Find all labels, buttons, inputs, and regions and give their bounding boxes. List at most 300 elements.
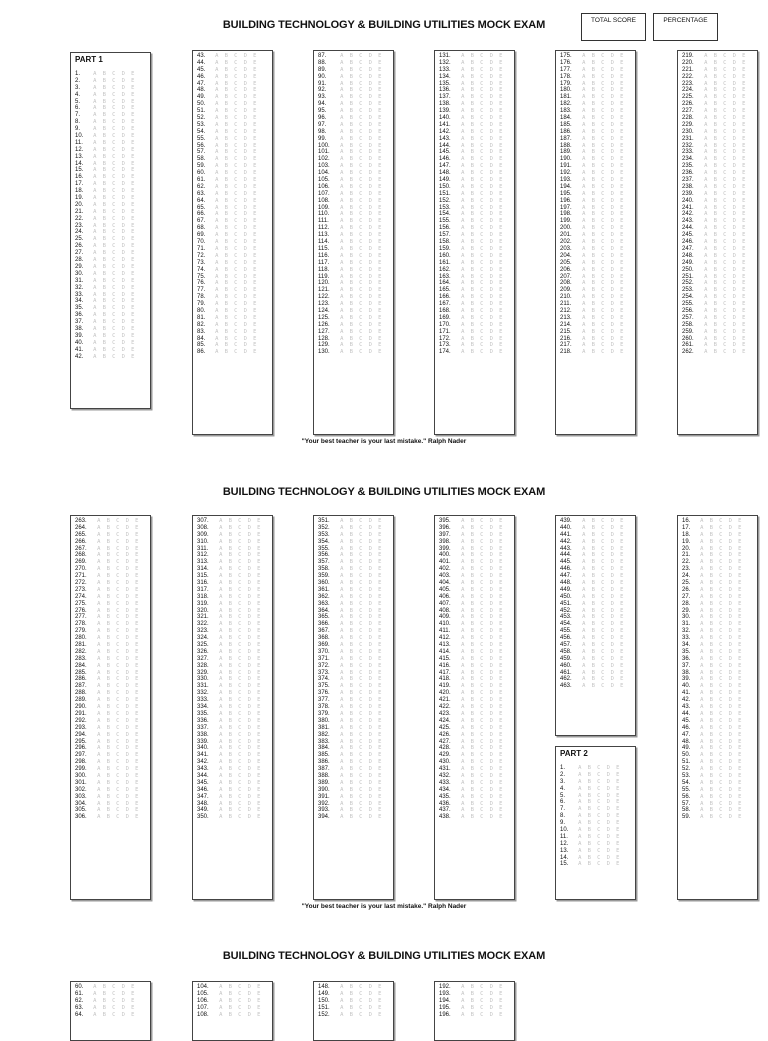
answer-bubble-d[interactable]: D <box>728 738 732 745</box>
answer-bubble-d[interactable]: D <box>247 690 251 697</box>
answer-bubble-d[interactable]: D <box>732 349 736 356</box>
answer-bubble-a[interactable]: A <box>704 135 708 142</box>
answer-bubble-a[interactable]: A <box>340 586 344 593</box>
answer-bubble-d[interactable]: D <box>606 820 610 827</box>
answer-bubble-e[interactable]: E <box>253 287 257 294</box>
answer-bubble-d[interactable]: D <box>489 669 493 676</box>
answer-bubble-b[interactable]: B <box>470 280 474 287</box>
answer-bubble-a[interactable]: A <box>578 806 582 813</box>
answer-bubble-b[interactable]: B <box>349 59 353 66</box>
answer-bubble-a[interactable]: A <box>97 759 101 766</box>
answer-bubble-c[interactable]: C <box>359 772 363 779</box>
answer-bubble-e[interactable]: E <box>620 635 624 642</box>
answer-bubble-c[interactable]: C <box>112 250 116 257</box>
answer-bubble-b[interactable]: B <box>709 635 713 642</box>
answer-bubble-a[interactable]: A <box>340 669 344 676</box>
answer-bubble-d[interactable]: D <box>489 239 493 246</box>
answer-bubble-a[interactable]: A <box>582 259 586 266</box>
answer-bubble-d[interactable]: D <box>489 586 493 593</box>
answer-bubble-d[interactable]: D <box>125 538 129 545</box>
answer-bubble-a[interactable]: A <box>219 766 223 773</box>
answer-bubble-e[interactable]: E <box>253 80 257 87</box>
answer-bubble-b[interactable]: B <box>713 307 717 314</box>
answer-bubble-c[interactable]: C <box>601 294 605 301</box>
answer-bubble-e[interactable]: E <box>499 245 503 252</box>
answer-bubble-b[interactable]: B <box>349 984 353 990</box>
answer-bubble-d[interactable]: D <box>125 518 129 524</box>
answer-bubble-a[interactable]: A <box>93 332 97 339</box>
answer-bubble-d[interactable]: D <box>368 807 372 814</box>
answer-bubble-c[interactable]: C <box>719 800 723 807</box>
answer-bubble-c[interactable]: C <box>359 115 363 122</box>
answer-bubble-b[interactable]: B <box>591 121 595 128</box>
answer-bubble-d[interactable]: D <box>368 239 372 246</box>
answer-bubble-a[interactable]: A <box>704 321 708 328</box>
answer-bubble-c[interactable]: C <box>480 607 484 614</box>
answer-bubble-b[interactable]: B <box>106 710 110 717</box>
answer-bubble-b[interactable]: B <box>713 266 717 273</box>
answer-bubble-b[interactable]: B <box>224 128 228 135</box>
answer-bubble-c[interactable]: C <box>359 349 363 356</box>
answer-bubble-b[interactable]: B <box>349 676 353 683</box>
answer-bubble-b[interactable]: B <box>349 294 353 301</box>
answer-bubble-a[interactable]: A <box>97 669 101 676</box>
answer-bubble-d[interactable]: D <box>125 559 129 566</box>
answer-bubble-b[interactable]: B <box>349 800 353 807</box>
answer-bubble-c[interactable]: C <box>359 135 363 142</box>
answer-bubble-d[interactable]: D <box>247 1011 251 1018</box>
answer-bubble-b[interactable]: B <box>713 163 717 170</box>
answer-bubble-a[interactable]: A <box>704 225 708 232</box>
answer-bubble-c[interactable]: C <box>480 108 484 115</box>
answer-bubble-c[interactable]: C <box>719 628 723 635</box>
answer-bubble-a[interactable]: A <box>704 94 708 101</box>
answer-bubble-b[interactable]: B <box>106 814 110 821</box>
answer-bubble-b[interactable]: B <box>106 786 110 793</box>
answer-bubble-e[interactable]: E <box>135 531 139 538</box>
answer-bubble-d[interactable]: D <box>247 614 251 621</box>
answer-bubble-b[interactable]: B <box>228 990 232 997</box>
answer-bubble-c[interactable]: C <box>719 766 723 773</box>
answer-bubble-b[interactable]: B <box>224 321 228 328</box>
answer-bubble-a[interactable]: A <box>340 621 344 628</box>
answer-bubble-b[interactable]: B <box>591 349 595 356</box>
answer-bubble-d[interactable]: D <box>489 128 493 135</box>
answer-bubble-e[interactable]: E <box>131 133 135 140</box>
answer-bubble-d[interactable]: D <box>243 314 247 321</box>
answer-bubble-d[interactable]: D <box>368 655 372 662</box>
answer-bubble-b[interactable]: B <box>102 133 106 140</box>
answer-bubble-b[interactable]: B <box>102 139 106 146</box>
answer-bubble-e[interactable]: E <box>742 121 746 128</box>
answer-bubble-c[interactable]: C <box>719 807 723 814</box>
answer-bubble-b[interactable]: B <box>587 792 591 799</box>
answer-bubble-d[interactable]: D <box>247 648 251 655</box>
answer-bubble-e[interactable]: E <box>378 94 382 101</box>
answer-bubble-b[interactable]: B <box>591 593 595 600</box>
answer-bubble-a[interactable]: A <box>461 984 465 990</box>
answer-bubble-c[interactable]: C <box>480 586 484 593</box>
answer-bubble-a[interactable]: A <box>461 321 465 328</box>
answer-bubble-e[interactable]: E <box>378 108 382 115</box>
answer-bubble-b[interactable]: B <box>470 566 474 573</box>
answer-bubble-b[interactable]: B <box>470 80 474 87</box>
answer-bubble-e[interactable]: E <box>378 66 382 73</box>
answer-bubble-e[interactable]: E <box>257 1004 261 1011</box>
answer-bubble-d[interactable]: D <box>368 772 372 779</box>
answer-bubble-d[interactable]: D <box>732 183 736 190</box>
answer-bubble-e[interactable]: E <box>131 1004 135 1011</box>
answer-bubble-d[interactable]: D <box>368 997 372 1004</box>
answer-bubble-e[interactable]: E <box>253 142 257 149</box>
answer-bubble-e[interactable]: E <box>131 997 135 1004</box>
answer-bubble-c[interactable]: C <box>112 990 116 997</box>
answer-bubble-e[interactable]: E <box>131 270 135 277</box>
answer-bubble-b[interactable]: B <box>106 621 110 628</box>
answer-bubble-d[interactable]: D <box>732 190 736 197</box>
answer-bubble-a[interactable]: A <box>461 800 465 807</box>
answer-bubble-b[interactable]: B <box>349 710 353 717</box>
answer-bubble-a[interactable]: A <box>219 642 223 649</box>
answer-bubble-c[interactable]: C <box>480 252 484 259</box>
answer-bubble-d[interactable]: D <box>489 1011 493 1018</box>
answer-bubble-c[interactable]: C <box>359 524 363 531</box>
answer-bubble-d[interactable]: D <box>728 793 732 800</box>
answer-bubble-d[interactable]: D <box>125 752 129 759</box>
answer-bubble-c[interactable]: C <box>359 66 363 73</box>
answer-bubble-c[interactable]: C <box>359 724 363 731</box>
answer-bubble-b[interactable]: B <box>591 294 595 301</box>
answer-bubble-c[interactable]: C <box>719 772 723 779</box>
answer-bubble-d[interactable]: D <box>489 538 493 545</box>
answer-bubble-a[interactable]: A <box>219 545 223 552</box>
answer-bubble-a[interactable]: A <box>461 745 465 752</box>
answer-bubble-b[interactable]: B <box>713 321 717 328</box>
answer-bubble-b[interactable]: B <box>102 346 106 353</box>
answer-bubble-d[interactable]: D <box>610 87 614 94</box>
answer-bubble-b[interactable]: B <box>470 1004 474 1011</box>
answer-bubble-e[interactable]: E <box>135 676 139 683</box>
answer-bubble-d[interactable]: D <box>728 772 732 779</box>
answer-bubble-d[interactable]: D <box>247 566 251 573</box>
answer-bubble-d[interactable]: D <box>489 218 493 225</box>
answer-bubble-d[interactable]: D <box>368 163 372 170</box>
answer-bubble-b[interactable]: B <box>709 586 713 593</box>
answer-bubble-a[interactable]: A <box>340 342 344 349</box>
answer-bubble-c[interactable]: C <box>480 294 484 301</box>
answer-bubble-b[interactable]: B <box>224 183 228 190</box>
answer-bubble-a[interactable]: A <box>93 298 97 305</box>
answer-bubble-d[interactable]: D <box>610 648 614 655</box>
answer-bubble-b[interactable]: B <box>224 287 228 294</box>
answer-bubble-b[interactable]: B <box>228 669 232 676</box>
answer-bubble-a[interactable]: A <box>704 314 708 321</box>
answer-bubble-c[interactable]: C <box>234 252 238 259</box>
answer-bubble-b[interactable]: B <box>470 163 474 170</box>
answer-bubble-a[interactable]: A <box>582 342 586 349</box>
answer-bubble-d[interactable]: D <box>125 690 129 697</box>
answer-bubble-e[interactable]: E <box>378 163 382 170</box>
answer-bubble-d[interactable]: D <box>489 259 493 266</box>
answer-bubble-e[interactable]: E <box>620 266 624 273</box>
answer-bubble-b[interactable]: B <box>709 690 713 697</box>
answer-bubble-d[interactable]: D <box>243 121 247 128</box>
answer-bubble-d[interactable]: D <box>121 229 125 236</box>
answer-bubble-c[interactable]: C <box>234 204 238 211</box>
answer-bubble-e[interactable]: E <box>378 349 382 356</box>
answer-bubble-e[interactable]: E <box>257 731 261 738</box>
answer-bubble-c[interactable]: C <box>112 997 116 1004</box>
answer-bubble-a[interactable]: A <box>461 704 465 711</box>
answer-bubble-b[interactable]: B <box>349 552 353 559</box>
answer-bubble-d[interactable]: D <box>368 566 372 573</box>
answer-bubble-b[interactable]: B <box>102 339 106 346</box>
answer-bubble-d[interactable]: D <box>243 273 247 280</box>
answer-bubble-b[interactable]: B <box>713 342 717 349</box>
answer-bubble-e[interactable]: E <box>378 710 382 717</box>
answer-bubble-e[interactable]: E <box>253 73 257 80</box>
answer-bubble-b[interactable]: B <box>349 259 353 266</box>
answer-bubble-c[interactable]: C <box>359 642 363 649</box>
answer-bubble-c[interactable]: C <box>601 280 605 287</box>
answer-bubble-c[interactable]: C <box>359 648 363 655</box>
answer-bubble-d[interactable]: D <box>368 662 372 669</box>
answer-bubble-e[interactable]: E <box>742 149 746 156</box>
answer-bubble-b[interactable]: B <box>228 531 232 538</box>
answer-bubble-b[interactable]: B <box>713 301 717 308</box>
answer-bubble-d[interactable]: D <box>247 531 251 538</box>
answer-bubble-c[interactable]: C <box>480 807 484 814</box>
answer-bubble-a[interactable]: A <box>340 80 344 87</box>
answer-bubble-e[interactable]: E <box>620 335 624 342</box>
answer-bubble-c[interactable]: C <box>112 305 116 312</box>
answer-bubble-b[interactable]: B <box>102 291 106 298</box>
answer-bubble-b[interactable]: B <box>228 628 232 635</box>
answer-bubble-c[interactable]: C <box>116 648 120 655</box>
answer-bubble-b[interactable]: B <box>224 239 228 246</box>
answer-bubble-d[interactable]: D <box>489 984 493 990</box>
answer-bubble-b[interactable]: B <box>106 628 110 635</box>
answer-bubble-c[interactable]: C <box>234 183 238 190</box>
answer-bubble-a[interactable]: A <box>461 170 465 177</box>
answer-bubble-e[interactable]: E <box>620 101 624 108</box>
answer-bubble-e[interactable]: E <box>742 252 746 259</box>
answer-bubble-c[interactable]: C <box>238 704 242 711</box>
answer-bubble-e[interactable]: E <box>499 239 503 246</box>
answer-bubble-a[interactable]: A <box>97 766 101 773</box>
answer-bubble-d[interactable]: D <box>610 245 614 252</box>
answer-bubble-c[interactable]: C <box>112 112 116 119</box>
answer-bubble-c[interactable]: C <box>359 738 363 745</box>
answer-bubble-e[interactable]: E <box>742 163 746 170</box>
answer-bubble-e[interactable]: E <box>620 648 624 655</box>
answer-bubble-e[interactable]: E <box>135 538 139 545</box>
answer-bubble-b[interactable]: B <box>349 225 353 232</box>
answer-bubble-c[interactable]: C <box>480 245 484 252</box>
answer-bubble-e[interactable]: E <box>738 807 742 814</box>
answer-bubble-d[interactable]: D <box>489 710 493 717</box>
answer-bubble-c[interactable]: C <box>597 854 601 861</box>
answer-bubble-e[interactable]: E <box>620 621 624 628</box>
answer-bubble-d[interactable]: D <box>368 724 372 731</box>
answer-bubble-d[interactable]: D <box>121 332 125 339</box>
answer-bubble-d[interactable]: D <box>732 197 736 204</box>
answer-bubble-b[interactable]: B <box>587 840 591 847</box>
answer-bubble-c[interactable]: C <box>112 146 116 153</box>
answer-bubble-d[interactable]: D <box>728 593 732 600</box>
answer-bubble-d[interactable]: D <box>368 559 372 566</box>
answer-bubble-e[interactable]: E <box>135 697 139 704</box>
answer-bubble-d[interactable]: D <box>728 538 732 545</box>
answer-bubble-b[interactable]: B <box>228 814 232 821</box>
answer-bubble-e[interactable]: E <box>378 321 382 328</box>
answer-bubble-c[interactable]: C <box>480 314 484 321</box>
answer-bubble-d[interactable]: D <box>368 211 372 218</box>
answer-bubble-c[interactable]: C <box>601 259 605 266</box>
answer-bubble-e[interactable]: E <box>257 717 261 724</box>
answer-bubble-d[interactable]: D <box>489 87 493 94</box>
answer-bubble-b[interactable]: B <box>349 190 353 197</box>
answer-bubble-a[interactable]: A <box>704 53 708 59</box>
answer-bubble-a[interactable]: A <box>461 211 465 218</box>
answer-bubble-e[interactable]: E <box>742 204 746 211</box>
answer-bubble-e[interactable]: E <box>738 752 742 759</box>
answer-bubble-a[interactable]: A <box>461 531 465 538</box>
answer-bubble-d[interactable]: D <box>125 655 129 662</box>
answer-bubble-a[interactable]: A <box>219 704 223 711</box>
answer-bubble-d[interactable]: D <box>606 854 610 861</box>
answer-bubble-c[interactable]: C <box>116 662 120 669</box>
answer-bubble-e[interactable]: E <box>135 614 139 621</box>
answer-bubble-c[interactable]: C <box>116 642 120 649</box>
answer-bubble-a[interactable]: A <box>340 314 344 321</box>
answer-bubble-c[interactable]: C <box>601 321 605 328</box>
answer-bubble-b[interactable]: B <box>470 731 474 738</box>
answer-bubble-c[interactable]: C <box>719 545 723 552</box>
answer-bubble-d[interactable]: D <box>610 683 614 690</box>
answer-bubble-a[interactable]: A <box>215 59 219 66</box>
answer-bubble-b[interactable]: B <box>713 87 717 94</box>
answer-bubble-b[interactable]: B <box>349 156 353 163</box>
answer-bubble-c[interactable]: C <box>116 552 120 559</box>
answer-bubble-a[interactable]: A <box>215 211 219 218</box>
answer-bubble-d[interactable]: D <box>489 648 493 655</box>
answer-bubble-b[interactable]: B <box>591 149 595 156</box>
answer-bubble-b[interactable]: B <box>106 648 110 655</box>
answer-bubble-d[interactable]: D <box>728 635 732 642</box>
answer-bubble-d[interactable]: D <box>247 676 251 683</box>
answer-bubble-e[interactable]: E <box>378 752 382 759</box>
answer-bubble-d[interactable]: D <box>243 218 247 225</box>
answer-bubble-e[interactable]: E <box>499 225 503 232</box>
answer-bubble-a[interactable]: A <box>340 745 344 752</box>
answer-bubble-a[interactable]: A <box>340 190 344 197</box>
answer-bubble-a[interactable]: A <box>215 204 219 211</box>
answer-bubble-c[interactable]: C <box>234 142 238 149</box>
answer-bubble-e[interactable]: E <box>499 662 503 669</box>
answer-bubble-d[interactable]: D <box>121 291 125 298</box>
answer-bubble-c[interactable]: C <box>601 642 605 649</box>
answer-bubble-d[interactable]: D <box>125 593 129 600</box>
answer-bubble-a[interactable]: A <box>219 724 223 731</box>
answer-bubble-b[interactable]: B <box>102 181 106 188</box>
answer-bubble-e[interactable]: E <box>135 552 139 559</box>
answer-bubble-d[interactable]: D <box>247 779 251 786</box>
answer-bubble-e[interactable]: E <box>742 273 746 280</box>
answer-bubble-d[interactable]: D <box>610 600 614 607</box>
answer-bubble-c[interactable]: C <box>480 710 484 717</box>
answer-bubble-b[interactable]: B <box>591 538 595 545</box>
answer-bubble-b[interactable]: B <box>470 259 474 266</box>
answer-bubble-c[interactable]: C <box>234 170 238 177</box>
answer-bubble-c[interactable]: C <box>597 792 601 799</box>
answer-bubble-a[interactable]: A <box>97 621 101 628</box>
answer-bubble-a[interactable]: A <box>219 552 223 559</box>
answer-bubble-b[interactable]: B <box>106 524 110 531</box>
answer-bubble-d[interactable]: D <box>489 177 493 184</box>
answer-bubble-e[interactable]: E <box>738 745 742 752</box>
answer-bubble-e[interactable]: E <box>499 115 503 122</box>
answer-bubble-a[interactable]: A <box>461 301 465 308</box>
answer-bubble-a[interactable]: A <box>461 163 465 170</box>
answer-bubble-d[interactable]: D <box>610 156 614 163</box>
answer-bubble-c[interactable]: C <box>359 108 363 115</box>
answer-bubble-c[interactable]: C <box>234 287 238 294</box>
answer-bubble-a[interactable]: A <box>461 287 465 294</box>
answer-bubble-b[interactable]: B <box>349 814 353 821</box>
answer-bubble-b[interactable]: B <box>349 586 353 593</box>
answer-bubble-c[interactable]: C <box>601 211 605 218</box>
answer-bubble-a[interactable]: A <box>582 314 586 321</box>
answer-bubble-b[interactable]: B <box>224 142 228 149</box>
answer-bubble-c[interactable]: C <box>480 704 484 711</box>
answer-bubble-e[interactable]: E <box>738 683 742 690</box>
answer-bubble-a[interactable]: A <box>461 252 465 259</box>
answer-bubble-e[interactable]: E <box>253 245 257 252</box>
answer-bubble-a[interactable]: A <box>582 621 586 628</box>
answer-bubble-d[interactable]: D <box>368 545 372 552</box>
answer-bubble-c[interactable]: C <box>601 524 605 531</box>
answer-bubble-b[interactable]: B <box>228 552 232 559</box>
answer-bubble-b[interactable]: B <box>349 731 353 738</box>
answer-bubble-e[interactable]: E <box>257 793 261 800</box>
answer-bubble-a[interactable]: A <box>97 710 101 717</box>
answer-bubble-e[interactable]: E <box>499 814 503 821</box>
answer-bubble-d[interactable]: D <box>732 94 736 101</box>
answer-bubble-a[interactable]: A <box>582 170 586 177</box>
answer-bubble-d[interactable]: D <box>121 112 125 119</box>
answer-bubble-b[interactable]: B <box>591 252 595 259</box>
answer-bubble-a[interactable]: A <box>582 59 586 66</box>
answer-bubble-b[interactable]: B <box>102 984 106 990</box>
answer-bubble-a[interactable]: A <box>219 669 223 676</box>
answer-bubble-c[interactable]: C <box>116 628 120 635</box>
answer-bubble-d[interactable]: D <box>368 614 372 621</box>
answer-bubble-c[interactable]: C <box>112 229 116 236</box>
answer-bubble-c[interactable]: C <box>719 752 723 759</box>
answer-bubble-b[interactable]: B <box>102 298 106 305</box>
answer-bubble-c[interactable]: C <box>480 211 484 218</box>
answer-bubble-c[interactable]: C <box>359 156 363 163</box>
answer-bubble-a[interactable]: A <box>582 552 586 559</box>
answer-bubble-d[interactable]: D <box>728 800 732 807</box>
answer-bubble-d[interactable]: D <box>125 524 129 531</box>
answer-bubble-c[interactable]: C <box>112 339 116 346</box>
answer-bubble-e[interactable]: E <box>378 745 382 752</box>
answer-bubble-a[interactable]: A <box>461 307 465 314</box>
answer-bubble-a[interactable]: A <box>461 552 465 559</box>
answer-bubble-e[interactable]: E <box>135 635 139 642</box>
